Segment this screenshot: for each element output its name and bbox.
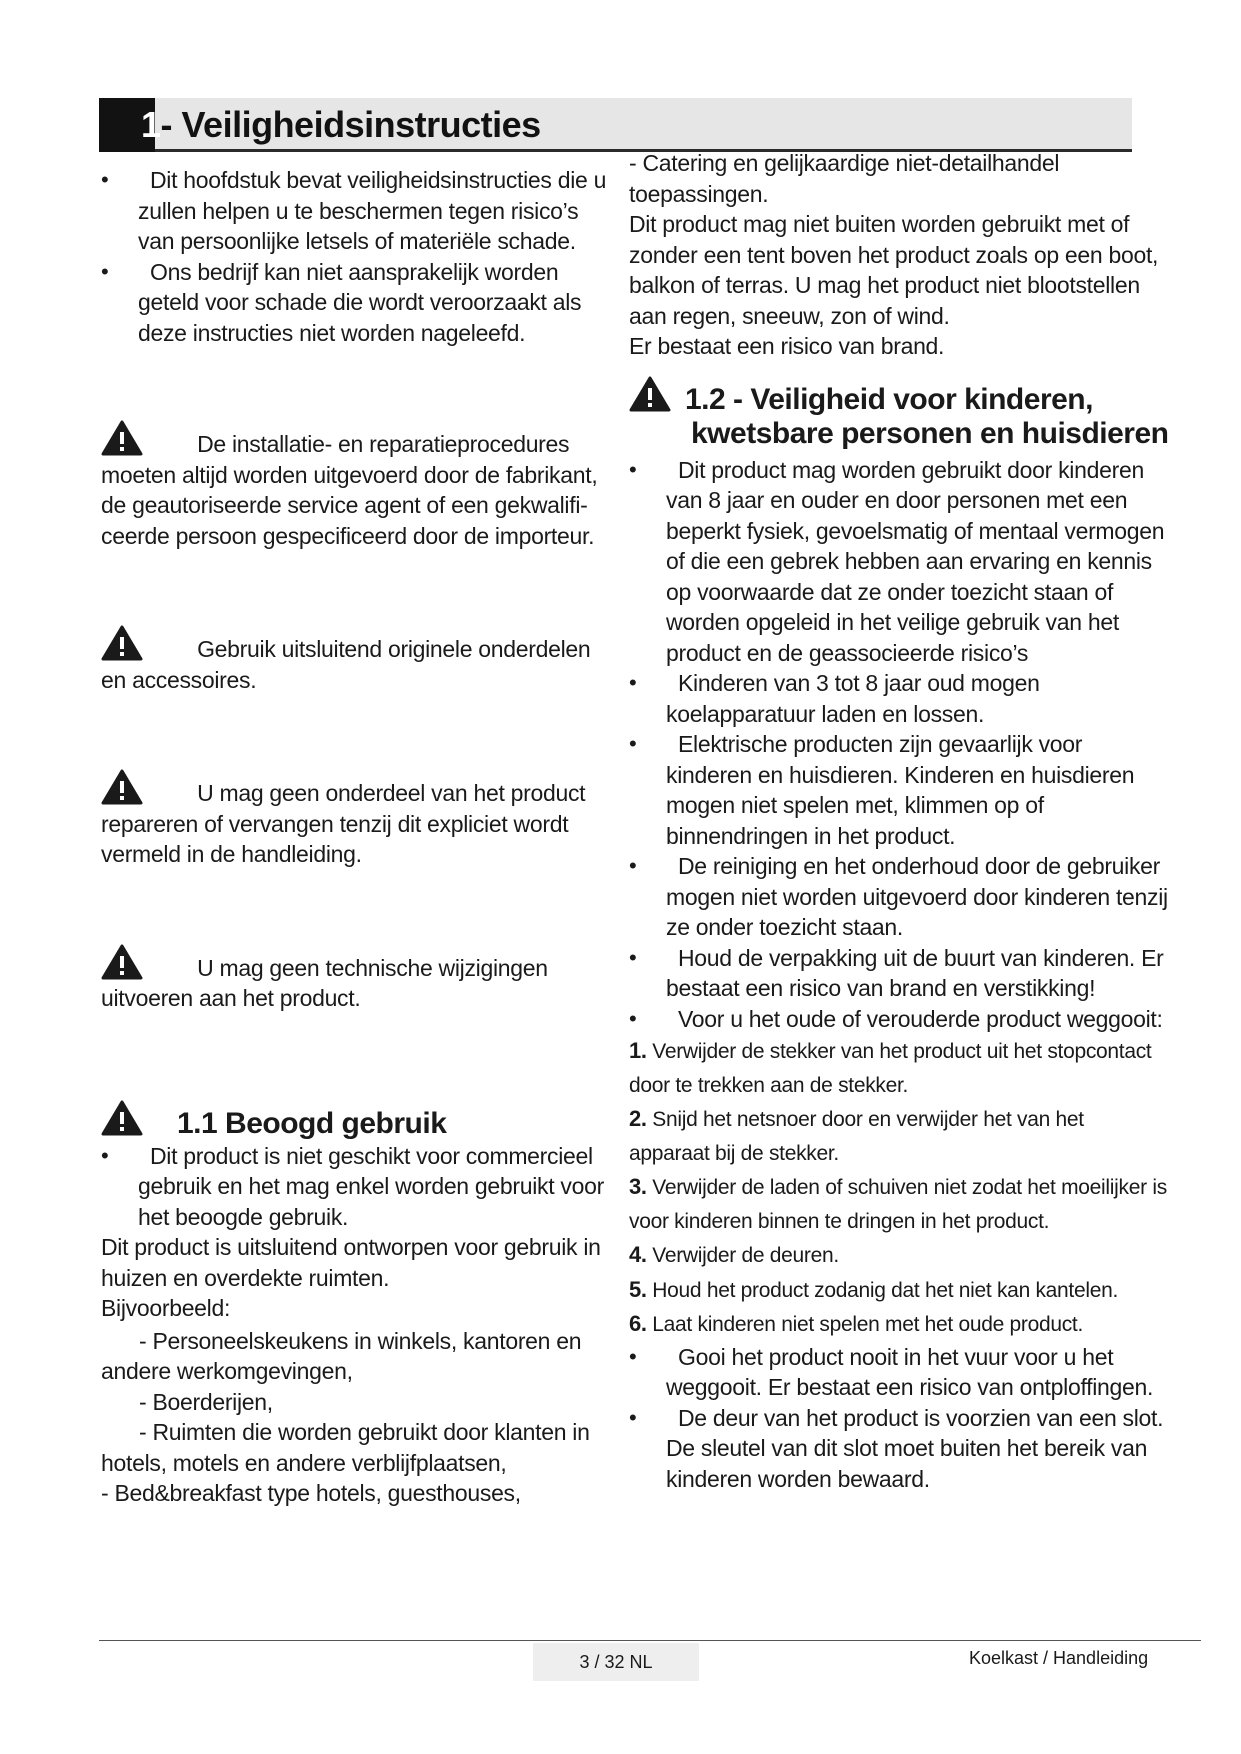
left-column	[101, 165, 611, 1509]
warning-block	[101, 944, 611, 1014]
step-item: 2. Snijd het netsnoer door en verwijder het van het apparaat bij de stekker.	[629, 1106, 1084, 1165]
paragraph: Dit product is uitsluitend ontworpen voor gebruik in huizen en overdekte ruimten.	[101, 1234, 601, 1291]
list-item: • Gooi het product nooit in het vuur voor u het weggooit. Er bestaat een risico van ontploffingen.	[629, 1342, 1169, 1403]
list-item: • Elektrische producten zijn gevaarlijk voor kinderen en huisdieren. Kinderen en huisdieren mogen niet spelen met, klimmen op of binnendringen in het product.	[629, 729, 1169, 851]
section-heading-text: kwetsbare personen en huisdieren	[691, 416, 1169, 450]
section-number: 1	[141, 104, 161, 145]
example-item: - Ruimten die worden gebruikt door klanten in hotels, motels en andere verblijfplaatsen,	[101, 1419, 590, 1476]
warning-icon	[101, 1100, 143, 1136]
list-item: • Kinderen van 3 tot 8 jaar oud mogen koelapparatuur laden en lossen.	[629, 668, 1169, 729]
warning-text: De installatie- en reparatieprocedures moeten altijd worden uitgevoerd door de fabrikant, de geautoriseerde service agent of een gekwalifi-ceerde persoon gespecificeerd door de importeur.	[101, 431, 598, 549]
page-number: 3 / 32 NL	[533, 1643, 699, 1681]
list-item: • Dit hoofdstuk bevat veiligheidsinstructies die u zullen helpen u te beschermen tegen risico’s van persoonlijke letsels of materiële schade.	[101, 165, 611, 257]
warning-icon	[629, 376, 671, 412]
warning-block	[101, 769, 611, 870]
paragraph: Bijvoorbeeld:	[101, 1295, 231, 1321]
paragraph: Er bestaat een risico van brand.	[629, 333, 945, 359]
warning-text: U mag geen technische wijzigingen uitvoeren aan het product.	[101, 954, 548, 1011]
list-item: • De reiniging en het onderhoud door de gebruiker mogen niet worden uitgevoerd door kinderen tenzij ze onder toezicht staan.	[629, 851, 1169, 943]
right-column	[629, 148, 1169, 1494]
list-item: • Dit product is niet geschikt voor commercieel gebruik en het mag enkel worden gebruikt voor het beoogde gebruik.	[101, 1141, 611, 1233]
list-item: • Dit product mag worden gebruikt door kinderen van 8 jaar en ouder en door personen met een beperkt fysiek, gevoelsmatig of mentaal vermogen of die een gebrek hebben aan ervaring en kennis op voorwaarde dat ze onder toezicht staan of worden opgeleid in het veilige gebruik van het product en de geassocieerde risico’s	[629, 455, 1169, 669]
list-item: • Voor u het oude of verouderde product weggooit:	[629, 1004, 1169, 1035]
example-item: - Boerderijen,	[139, 1388, 273, 1415]
footer-rule	[99, 1640, 1201, 1641]
section-heading-text: 1.1 Beoogd gebruik	[177, 1106, 447, 1140]
step-item: 6. Laat kinderen niet spelen met het oude product.	[629, 1311, 1084, 1336]
section-heading	[629, 376, 1169, 451]
example-item: - Bed&breakfast type hotels, guesthouses,	[101, 1480, 521, 1506]
warning-icon	[101, 769, 143, 805]
section-header	[99, 98, 1132, 152]
step-item: 3. Verwijder de laden of schuiven niet zodat het moeilijker is voor kinderen binnen te dringen in het product.	[629, 1174, 1167, 1233]
paragraph: - Catering en gelijkaardige niet-detailhandel toepassingen.	[629, 150, 1060, 207]
paragraph: Dit product mag niet buiten worden gebruikt met of zonder een tent boven het product zoals op een boot, balkon of terras. U mag het product niet blootstellen aan regen, sneeuw, zon of wind.	[629, 211, 1159, 329]
list-item: • De deur van het product is voorzien van een slot. De sleutel van dit slot moet buiten het bereik van kinderen worden bewaard.	[629, 1403, 1169, 1495]
warning-block	[101, 420, 611, 551]
warning-text: Gebruik uitsluitend originele onderdelen en accessoires.	[101, 636, 591, 693]
warning-icon	[101, 420, 143, 456]
warning-block	[101, 625, 611, 695]
section-heading	[101, 1100, 611, 1141]
section-heading-text: 1.2 - Veiligheid voor kinderen,	[685, 382, 1093, 416]
page-title	[141, 100, 541, 150]
example-item: - Personeelskeukens in winkels, kantoren en andere werkomgevingen,	[101, 1327, 582, 1384]
step-item: 5. Houd het product zodanig dat het niet kan kantelen.	[629, 1276, 1119, 1302]
warning-text: U mag geen onderdeel van het product repareren of vervangen tenzij dit expliciet wordt vermeld in de handleiding.	[101, 780, 586, 867]
warning-icon	[101, 944, 143, 980]
step-item: 4. Verwijder de deuren.	[629, 1242, 839, 1267]
warning-icon	[101, 625, 143, 661]
section-title: - Veiligheidsinstructies	[160, 104, 541, 145]
footer-label: Koelkast / Handleiding	[969, 1648, 1149, 1668]
list-item: • Houd de verpakking uit de buurt van kinderen. Er bestaat een risico van brand en verstikking!	[629, 943, 1169, 1004]
step-item: 1. Verwijder de stekker van het product uit het stopcontact door te trekken aan de stekker.	[629, 1038, 1152, 1097]
list-item: • Ons bedrijf kan niet aansprakelijk worden geteld voor schade die wordt veroorzaakt als deze instructies niet worden nageleefd.	[101, 257, 611, 349]
